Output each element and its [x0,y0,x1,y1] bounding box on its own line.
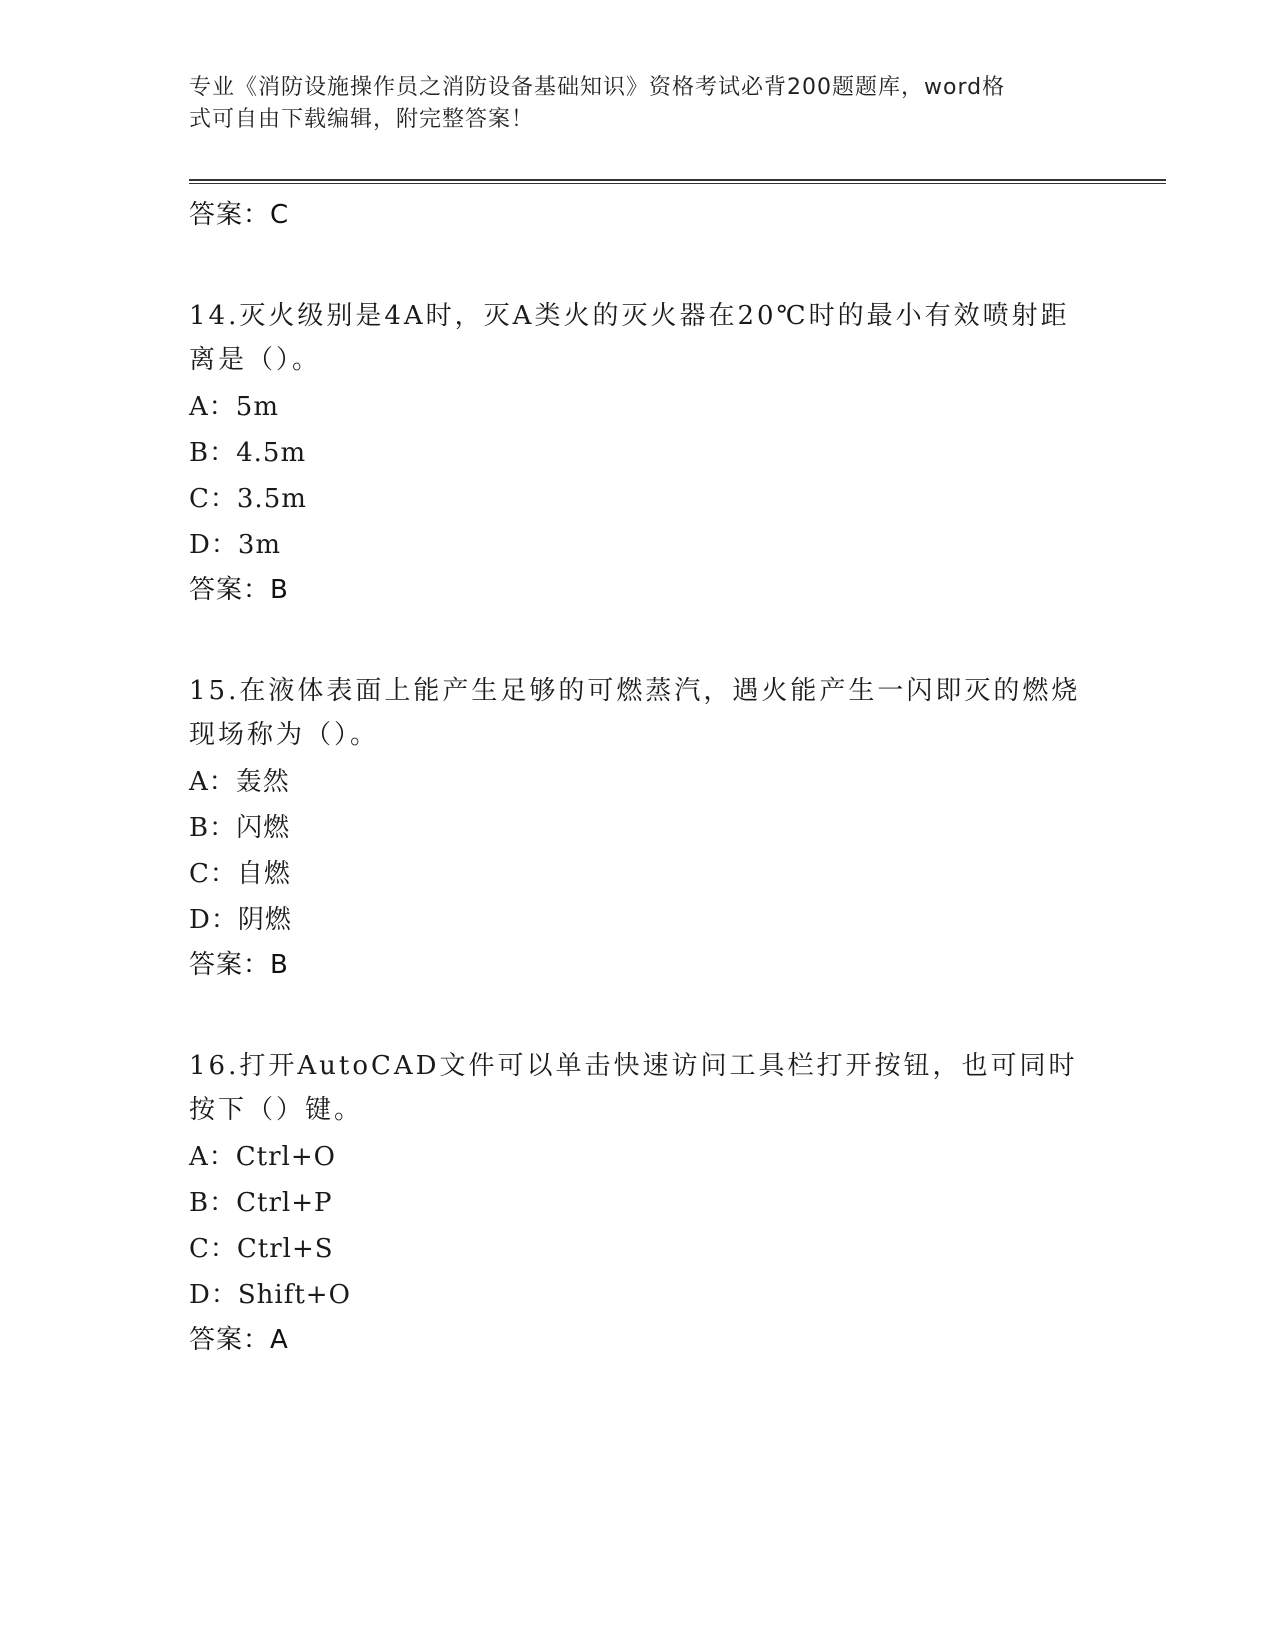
header-line-1: 专业《消防设施操作员之消防设备基础知识》资格考试必背200题题库，word格 [189,75,1006,100]
question-text: 16.打开AutoCAD文件可以单击快速访问工具栏打开按钮，也可同时按下（）键。 [189,1051,1078,1125]
spacer [189,612,1089,658]
answer-line: 答案：B [189,575,289,605]
question-block [189,1033,1089,1362]
spacer [189,237,1089,283]
option-a: A：5m [189,392,279,422]
header-line-2: 式可自由下载编辑，附完整答案！ [189,107,535,132]
question-block [189,658,1089,987]
option-c: C：Ctrl+S [189,1234,334,1264]
option-b: B：Ctrl+P [189,1188,333,1218]
option-c: C：3.5m [189,484,307,514]
document-header [189,72,1089,136]
answer-line: 答案：A [189,1325,289,1355]
header-divider [189,179,1166,184]
option-b: B：4.5m [189,438,307,468]
question-text: 14.灭火级别是4A时，灭A类火的灭火器在20℃时的最小有效喷射距离是（）。 [189,301,1070,375]
option-a: A：Ctrl+O [189,1142,336,1172]
answer-line: 答案：B [189,950,289,980]
option-c: C：自燃 [189,859,291,889]
previous-answer: 答案：C [189,200,290,230]
option-a: A：轰然 [189,767,290,797]
spacer [189,987,1089,1033]
option-d: D：3m [189,530,282,560]
option-d: D：Shift+O [189,1280,351,1310]
question-block [189,283,1089,612]
question-text: 15.在液体表面上能产生足够的可燃蒸汽，遇火能产生一闪即灭的燃烧现场称为（）。 [189,676,1081,750]
option-b: B：闪燃 [189,813,291,843]
option-d: D：阴燃 [189,905,292,935]
question-list [189,193,1089,1362]
